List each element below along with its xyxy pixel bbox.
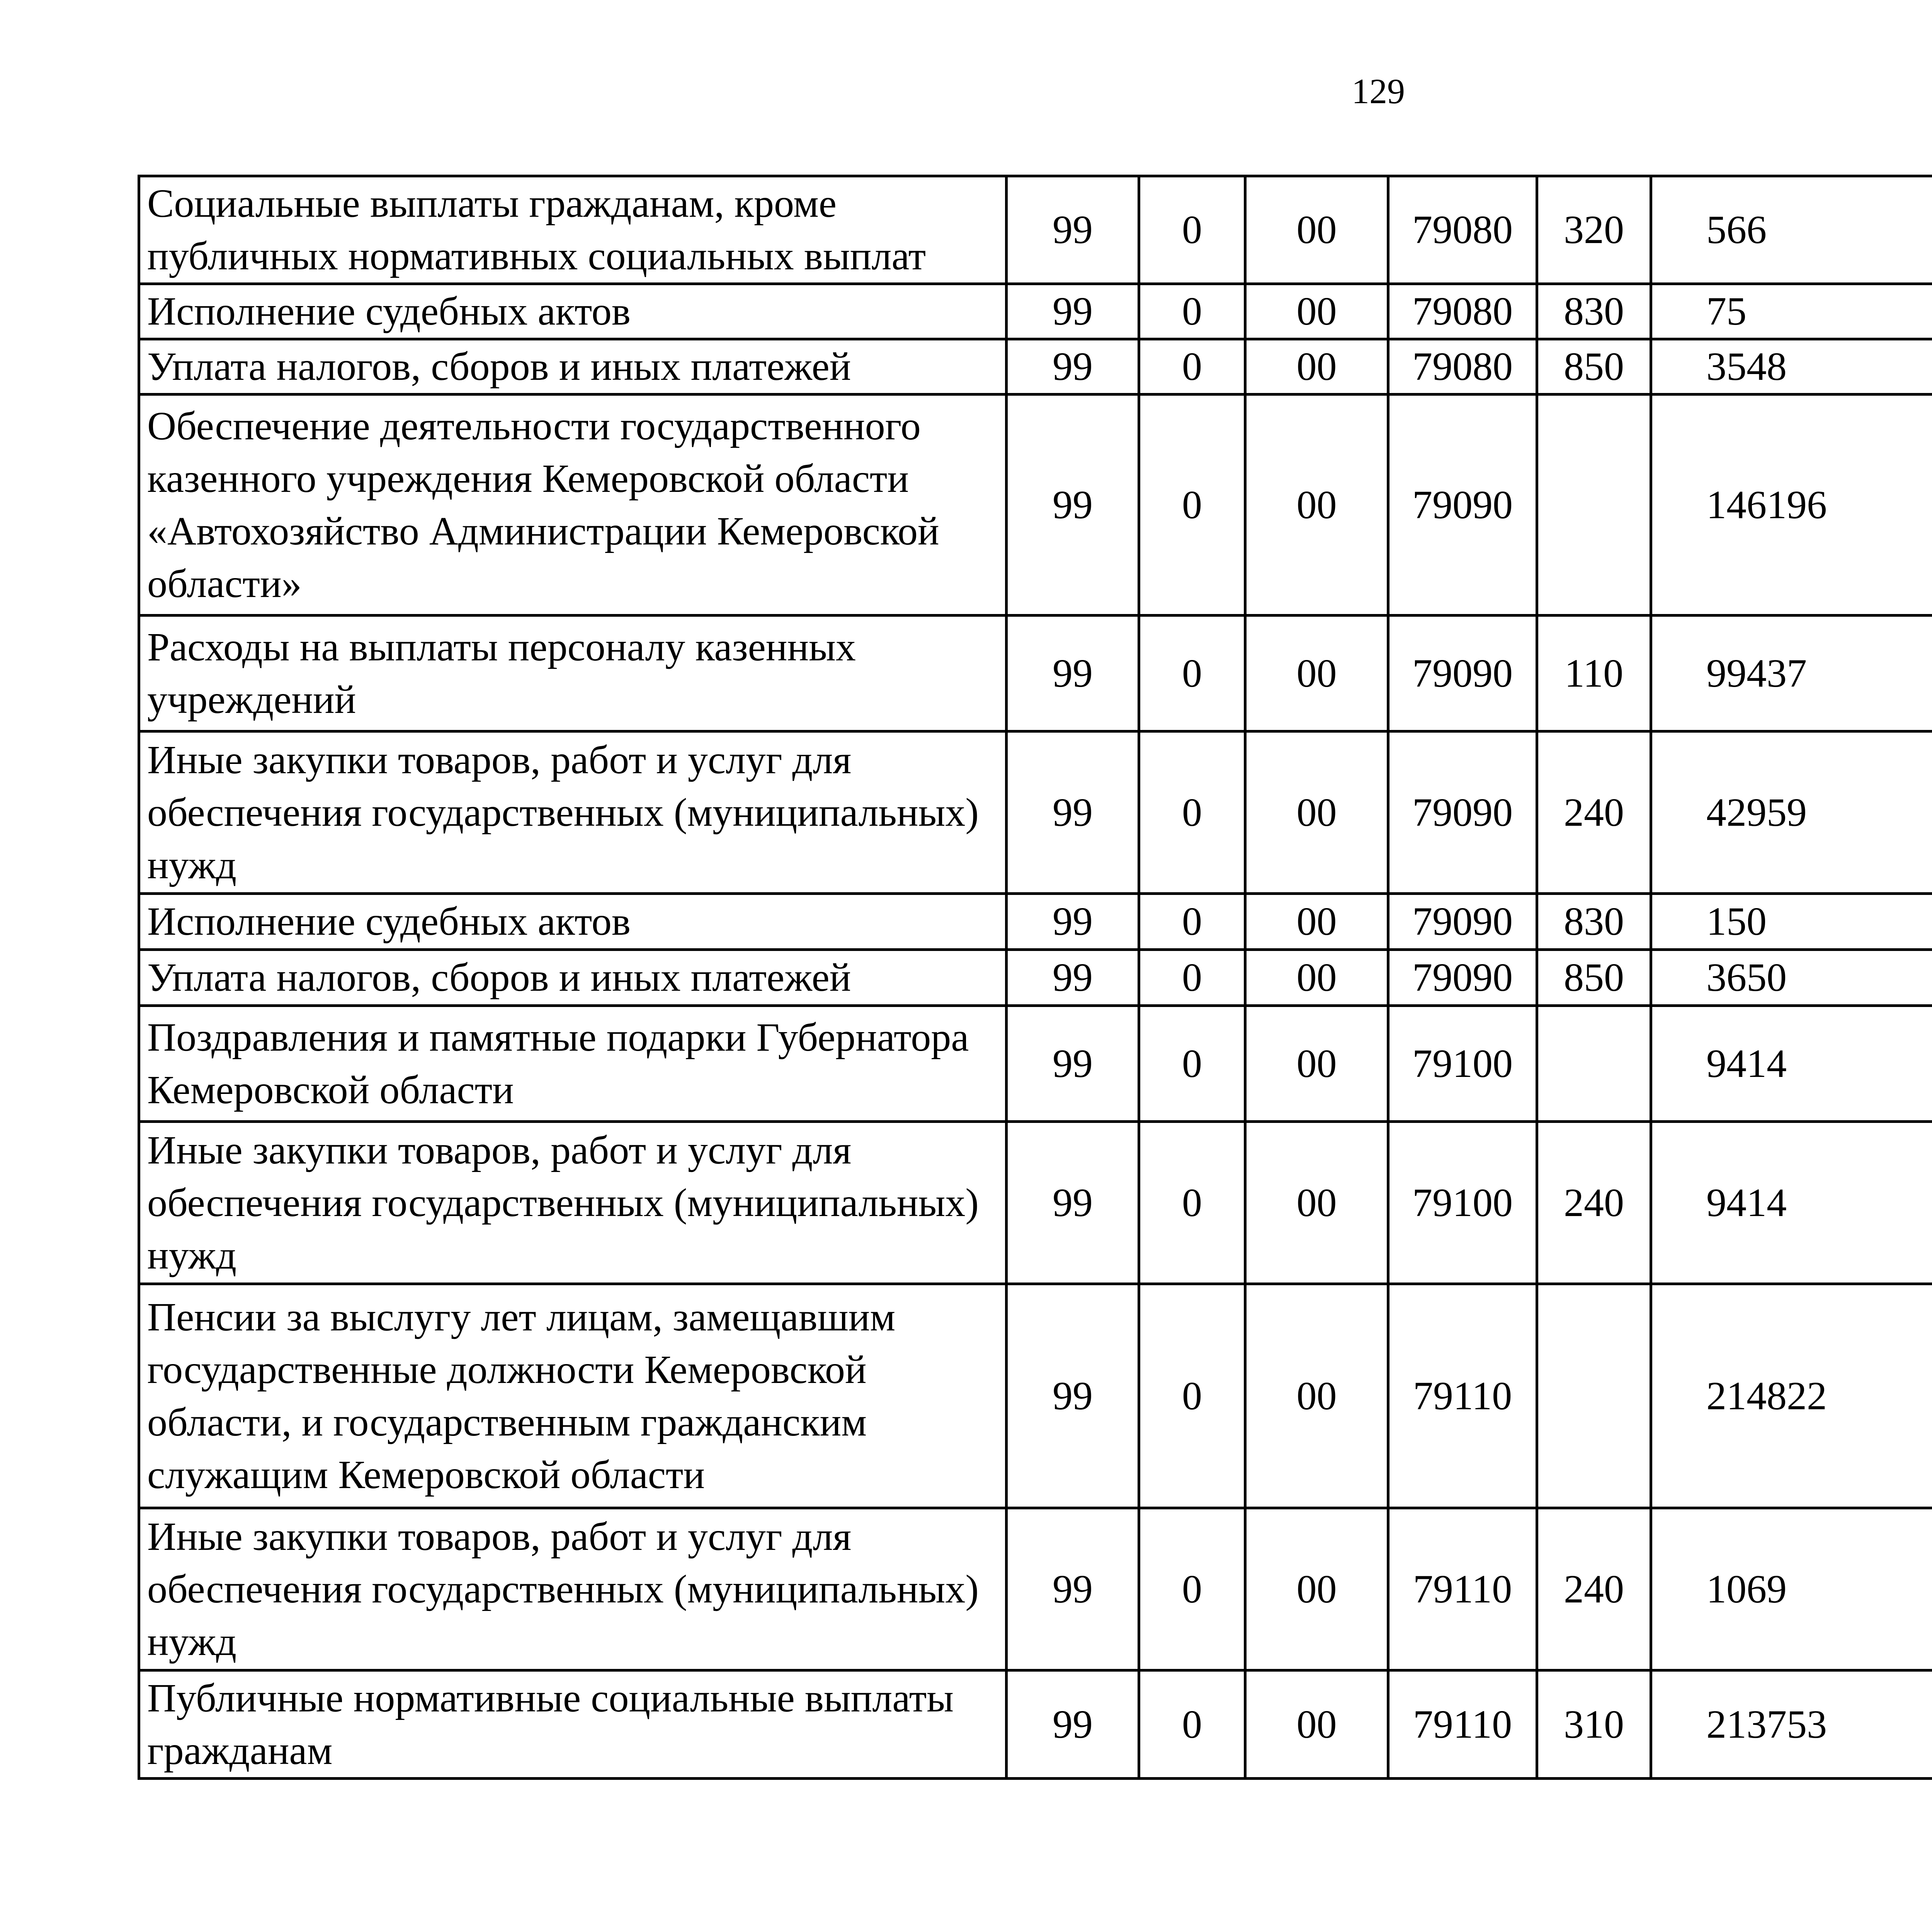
- amount-year1-cell: 99437: [1651, 616, 1932, 731]
- table-row: [139, 339, 1932, 395]
- direction-code-cell: 79110: [1388, 1508, 1537, 1670]
- expense-name-cell: Иные закупки товаров, работ и услуг для обеспечения государственных (муниципальных) нужд: [139, 731, 1007, 894]
- expense-type-cell: 830: [1537, 284, 1651, 339]
- program-code-cell: 00: [1245, 731, 1388, 894]
- page-number: 129: [1352, 71, 1405, 111]
- expense-name-cell: Исполнение судебных актов: [139, 894, 1007, 950]
- expense-name-cell: Иные закупки товаров, работ и услуг для обеспечения государственных (муниципальных) нужд: [139, 1122, 1007, 1284]
- expense-name-cell: Иные закупки товаров, работ и услуг для обеспечения государственных (муниципальных) нужд: [139, 1508, 1007, 1670]
- direction-code-cell: 79080: [1388, 339, 1537, 395]
- expense-type-cell: 240: [1537, 731, 1651, 894]
- subsection-code-cell: 0: [1139, 1122, 1245, 1284]
- table-row: [139, 1122, 1932, 1284]
- subsection-code-cell: 0: [1139, 284, 1245, 339]
- expense-type-cell: 240: [1537, 1508, 1651, 1670]
- expense-name-cell: Расходы на выплаты персоналу казенных учреждений: [139, 616, 1007, 731]
- amount-year1-cell: 9414: [1651, 1122, 1932, 1284]
- expense-type-cell: 310: [1537, 1670, 1651, 1779]
- section-code-cell: 99: [1007, 1122, 1139, 1284]
- section-code-cell: 99: [1007, 1670, 1139, 1779]
- direction-code-cell: 79090: [1388, 950, 1537, 1006]
- amount-year1-cell: 213753: [1651, 1670, 1932, 1779]
- expense-type-cell: 240: [1537, 1122, 1651, 1284]
- subsection-code-cell: 0: [1139, 1284, 1245, 1508]
- direction-code-cell: 79090: [1388, 894, 1537, 950]
- subsection-code-cell: 0: [1139, 950, 1245, 1006]
- table-row: [139, 395, 1932, 616]
- program-code-cell: 00: [1245, 894, 1388, 950]
- table-row: [139, 1006, 1932, 1122]
- expense-type-cell: 850: [1537, 339, 1651, 395]
- expense-name-cell: Публичные нормативные социальные выплаты гражданам: [139, 1670, 1007, 1779]
- subsection-code-cell: 0: [1139, 616, 1245, 731]
- amount-year1-cell: 75: [1651, 284, 1932, 339]
- section-code-cell: 99: [1007, 284, 1139, 339]
- amount-year1-cell: 42959: [1651, 731, 1932, 894]
- subsection-code-cell: 0: [1139, 176, 1245, 284]
- amount-year1-cell: 150: [1651, 894, 1932, 950]
- section-code-cell: 99: [1007, 395, 1139, 616]
- subsection-code-cell: 0: [1139, 339, 1245, 395]
- table-body: [139, 176, 1932, 1779]
- subsection-code-cell: 0: [1139, 1670, 1245, 1779]
- direction-code-cell: 79100: [1388, 1122, 1537, 1284]
- direction-code-cell: 79090: [1388, 395, 1537, 616]
- program-code-cell: 00: [1245, 1670, 1388, 1779]
- direction-code-cell: 79090: [1388, 616, 1537, 731]
- expense-type-cell: [1537, 1284, 1651, 1508]
- program-code-cell: 00: [1245, 1284, 1388, 1508]
- expense-type-cell: [1537, 1006, 1651, 1122]
- section-code-cell: 99: [1007, 176, 1139, 284]
- budget-table: [138, 175, 1932, 1780]
- expense-name-cell: Поздравления и памятные подарки Губернатора Кемеровской области: [139, 1006, 1007, 1122]
- subsection-code-cell: 0: [1139, 731, 1245, 894]
- program-code-cell: 00: [1245, 1122, 1388, 1284]
- direction-code-cell: 79090: [1388, 731, 1537, 894]
- section-code-cell: 99: [1007, 1284, 1139, 1508]
- program-code-cell: 00: [1245, 950, 1388, 1006]
- direction-code-cell: 79080: [1388, 284, 1537, 339]
- table-row: [139, 950, 1932, 1006]
- expense-type-cell: 850: [1537, 950, 1651, 1006]
- program-code-cell: 00: [1245, 395, 1388, 616]
- amount-year1-cell: 1069: [1651, 1508, 1932, 1670]
- direction-code-cell: 79110: [1388, 1670, 1537, 1779]
- program-code-cell: 00: [1245, 1006, 1388, 1122]
- expense-name-cell: Исполнение судебных актов: [139, 284, 1007, 339]
- section-code-cell: 99: [1007, 731, 1139, 894]
- table-row: [139, 1284, 1932, 1508]
- expense-name-cell: Социальные выплаты гражданам, кроме публичных нормативных социальных выплат: [139, 176, 1007, 284]
- section-code-cell: 99: [1007, 616, 1139, 731]
- amount-year1-cell: 3548: [1651, 339, 1932, 395]
- amount-year1-cell: 9414: [1651, 1006, 1932, 1122]
- subsection-code-cell: 0: [1139, 894, 1245, 950]
- program-code-cell: 00: [1245, 1508, 1388, 1670]
- expense-type-cell: 320: [1537, 176, 1651, 284]
- direction-code-cell: 79080: [1388, 176, 1537, 284]
- expense-name-cell: Уплата налогов, сборов и иных платежей: [139, 950, 1007, 1006]
- section-code-cell: 99: [1007, 950, 1139, 1006]
- amount-year1-cell: 566: [1651, 176, 1932, 284]
- expense-name-cell: Пенсии за выслугу лет лицам, замещавшим государственные должности Кемеровской области, и государственным гражданским служащим Кемеровской области: [139, 1284, 1007, 1508]
- section-code-cell: 99: [1007, 894, 1139, 950]
- expense-name-cell: Обеспечение деятельности государственного казенного учреждения Кемеровской области «Автохозяйство Администрации Кемеровской области»: [139, 395, 1007, 616]
- program-code-cell: 00: [1245, 284, 1388, 339]
- table-row: [139, 176, 1932, 284]
- expense-type-cell: [1537, 395, 1651, 616]
- program-code-cell: 00: [1245, 616, 1388, 731]
- section-code-cell: 99: [1007, 339, 1139, 395]
- subsection-code-cell: 0: [1139, 1508, 1245, 1670]
- expense-name-cell: Уплата налогов, сборов и иных платежей: [139, 339, 1007, 395]
- table-row: [139, 731, 1932, 894]
- direction-code-cell: 79110: [1388, 1284, 1537, 1508]
- expense-type-cell: 110: [1537, 616, 1651, 731]
- section-code-cell: 99: [1007, 1006, 1139, 1122]
- direction-code-cell: 79100: [1388, 1006, 1537, 1122]
- program-code-cell: 00: [1245, 339, 1388, 395]
- table-row: [139, 894, 1932, 950]
- expense-type-cell: 830: [1537, 894, 1651, 950]
- table-row: [139, 616, 1932, 731]
- subsection-code-cell: 0: [1139, 395, 1245, 616]
- table-row: [139, 284, 1932, 339]
- amount-year1-cell: 214822: [1651, 1284, 1932, 1508]
- section-code-cell: 99: [1007, 1508, 1139, 1670]
- amount-year1-cell: 146196: [1651, 395, 1932, 616]
- program-code-cell: 00: [1245, 176, 1388, 284]
- table-row: [139, 1670, 1932, 1779]
- table-row: [139, 1508, 1932, 1670]
- subsection-code-cell: 0: [1139, 1006, 1245, 1122]
- amount-year1-cell: 3650: [1651, 950, 1932, 1006]
